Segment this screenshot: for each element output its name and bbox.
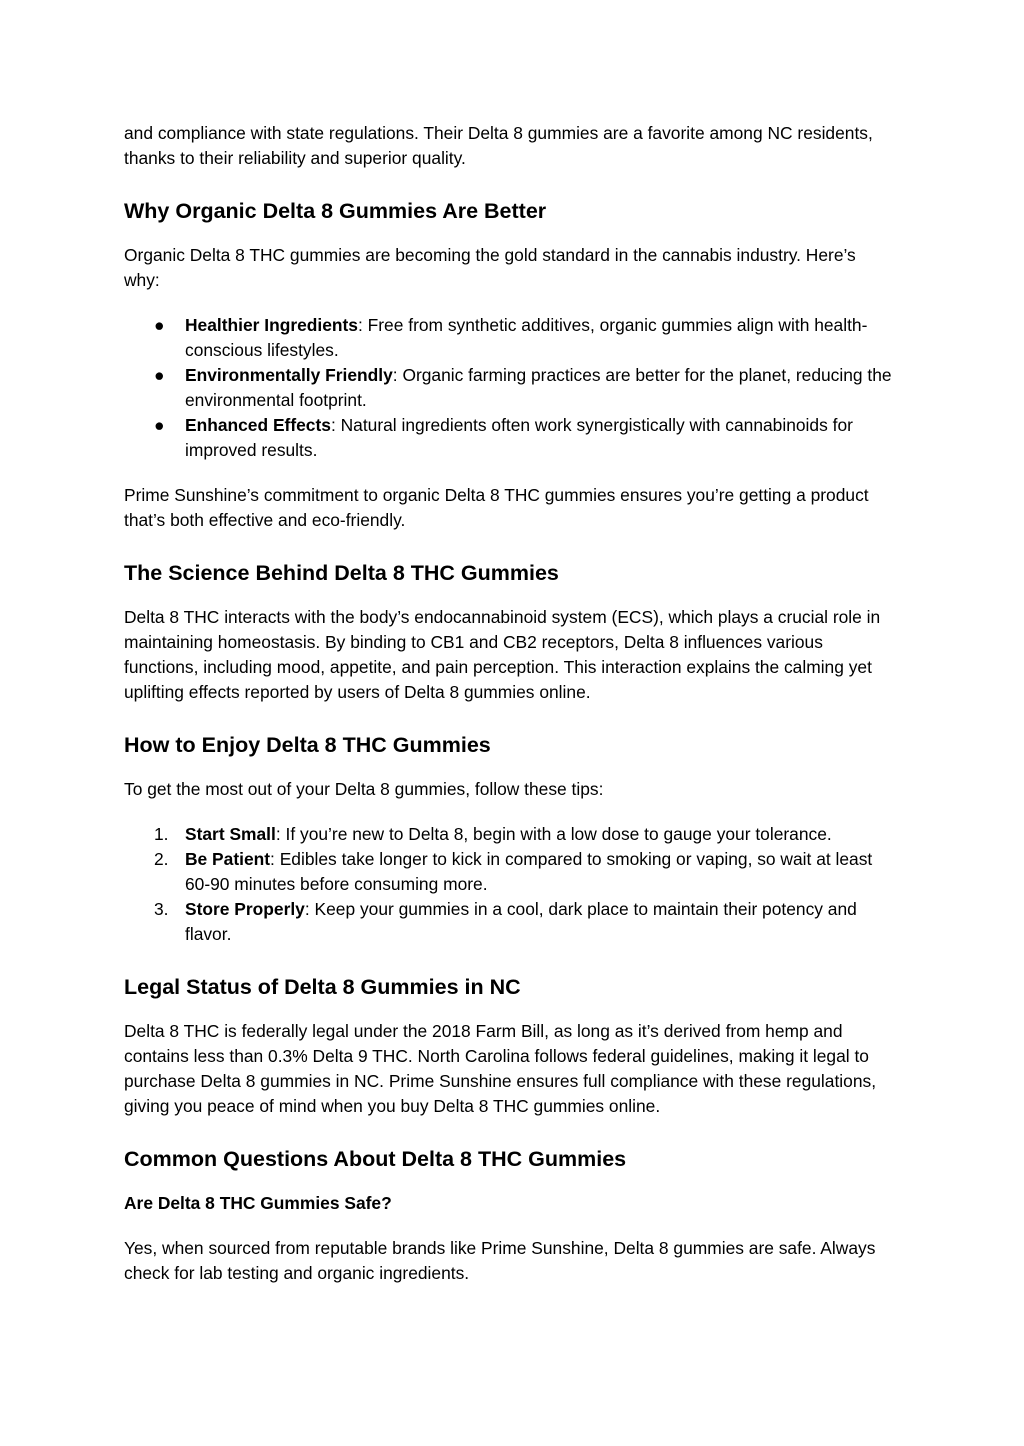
list-item-term: Be Patient — [185, 849, 271, 869]
list-item — [124, 897, 896, 947]
faq-answer: Yes, when sourced from reputable brands like Prime Sunshine, Delta 8 gummies are safe. Always check for lab testing and organic ingredients. — [124, 1238, 876, 1283]
list-item-term: Store Properly — [185, 899, 305, 919]
bullet-marker: ● — [154, 315, 165, 335]
list-item — [124, 413, 896, 463]
list-item-term: Environmentally Friendly — [185, 365, 393, 385]
list-item-term: Enhanced Effects — [185, 415, 331, 435]
science-paragraph: Delta 8 THC interacts with the body’s endocannabinoid system (ECS), which plays a crucial role in maintaining homeostasis. By binding to CB1 and CB2 receptors, Delta 8 influences various functions, including mood, appetite, and pain perception. This interaction explains the calming yet uplifting effects reported by users of Delta 8 gummies online. — [124, 607, 881, 702]
number-marker: 1. — [154, 824, 169, 844]
list-item-text: : Organic farming practices are better for the planet, reducing the environmental footprint. — [185, 365, 892, 410]
list-item-text: : Keep your gummies in a cool, dark place to maintain their potency and flavor. — [185, 899, 857, 944]
list-item-text: : Edibles take longer to kick in compared to smoking or vaping, so wait at least 60-90 minutes before consuming more. — [185, 849, 873, 894]
bullet-marker: ● — [154, 365, 165, 385]
faq-question: Are Delta 8 THC Gummies Safe? — [124, 1193, 392, 1213]
legal-paragraph: Delta 8 THC is federally legal under the 2018 Farm Bill, as long as it’s derived from hemp and contains less than 0.3% Delta 9 THC. North Carolina follows federal guidelines, making it legal to purchase Delta 8 gummies in NC. Prime Sunshine ensures full compliance with these regulations, giving you peace of mind when you buy Delta 8 THC gummies online. — [124, 1021, 877, 1116]
list-item — [124, 847, 896, 897]
legal-heading: Legal Status of Delta 8 Gummies in NC — [124, 975, 521, 999]
list-item-term: Start Small — [185, 824, 276, 844]
list-item-text: : Free from synthetic additives, organic gummies align with health-conscious lifestyles. — [185, 315, 868, 360]
list-item-text: : If you’re new to Delta 8, begin with a low dose to gauge your tolerance. — [275, 824, 832, 844]
faq-heading: Common Questions About Delta 8 THC Gummies — [124, 1147, 627, 1171]
document-page — [124, 121, 896, 1286]
enjoy-heading: How to Enjoy Delta 8 THC Gummies — [124, 733, 491, 757]
bullet-marker: ● — [154, 415, 165, 435]
number-marker: 2. — [154, 849, 169, 869]
organic-intro-paragraph: Organic Delta 8 THC gummies are becoming the gold standard in the cannabis industry. Here’s why: — [124, 245, 856, 290]
number-marker: 3. — [154, 899, 169, 919]
list-item — [124, 313, 896, 363]
organic-heading: Why Organic Delta 8 Gummies Are Better — [124, 199, 547, 223]
list-item — [124, 363, 896, 413]
list-item — [124, 822, 896, 847]
list-item-text: : Natural ingredients often work synergistically with cannabinoids for improved results. — [185, 415, 853, 460]
enjoy-intro-paragraph: To get the most out of your Delta 8 gummies, follow these tips: — [124, 779, 604, 799]
list-item-term: Healthier Ingredients — [185, 315, 358, 335]
organic-closing-paragraph: Prime Sunshine’s commitment to organic Delta 8 THC gummies ensures you’re getting a product that’s both effective and eco-friendly. — [124, 485, 869, 530]
science-heading: The Science Behind Delta 8 THC Gummies — [124, 561, 559, 585]
intro-paragraph: and compliance with state regulations. Their Delta 8 gummies are a favorite among NC residents, thanks to their reliability and superior quality. — [124, 123, 873, 168]
organic-benefits-list — [124, 313, 896, 463]
enjoy-tips-list — [124, 822, 896, 947]
